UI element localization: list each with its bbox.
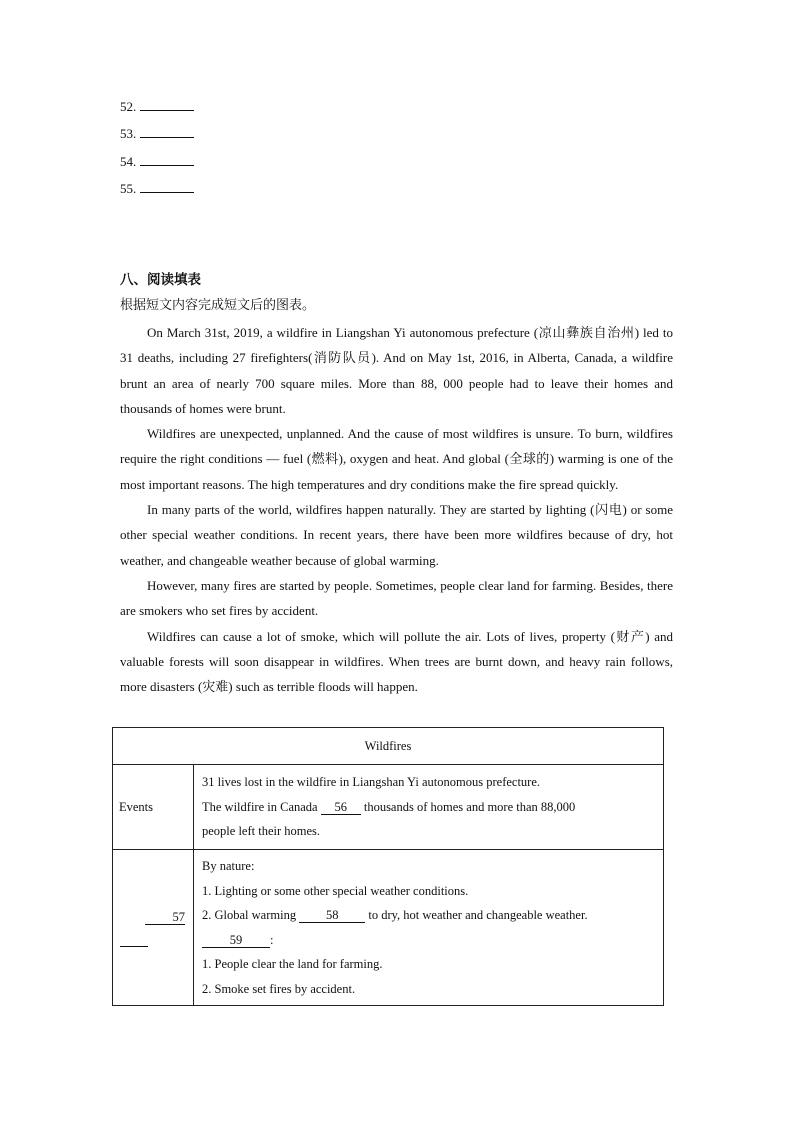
answer-line-52 <box>120 98 194 115</box>
colon: : <box>270 932 274 947</box>
wildfires-table <box>112 727 664 1006</box>
causes-label-cell <box>113 850 194 1006</box>
passage-paragraph: However, many fires are started by people. Sometimes, people clear land for farming. Besides, there are smokers who set fires by accident. <box>120 577 673 619</box>
nature-text: to dry, hot weather and changeable weather. <box>368 908 588 922</box>
reading-passage <box>120 320 673 699</box>
answer-blank[interactable] <box>140 153 194 166</box>
events-text: The wildfire in Canada <box>202 799 318 814</box>
blank-58[interactable]: 58 <box>299 908 365 923</box>
answer-blank[interactable] <box>140 180 194 193</box>
answer-line-54 <box>120 153 194 170</box>
section-title: 八、阅读填表 <box>120 272 201 288</box>
section-instruction: 根据短文内容完成短文后的图表。 <box>120 298 316 313</box>
answer-blank[interactable] <box>140 125 194 138</box>
people-item: 2. Smoke set fires by accident. <box>202 981 356 996</box>
passage-paragraph: On March 31st, 2019, a wildfire in Liangshan Yi autonomous prefecture (凉山彝族自治州) led to 31 deaths, including 27 firefighters(消防队员). And on May 1st, 2016, in Alberta, Canada, a wildfire brunt an area of nearly 700 square miles. More than 88, 000 people had to leave their homes and thousands of homes were brunt. <box>120 325 673 416</box>
blank-56[interactable]: 56 <box>321 800 361 815</box>
answer-number: 55. <box>120 181 137 196</box>
answer-number: 53. <box>120 126 137 141</box>
answer-line-55 <box>120 180 194 197</box>
events-line: 31 lives lost in the wildfire in Liangshan Yi autonomous prefecture. <box>202 775 541 790</box>
answer-blank[interactable] <box>140 98 194 111</box>
by-people-heading <box>202 928 655 953</box>
table-header: Wildfires <box>113 728 664 765</box>
nature-item: 1. Lighting or some other special weather conditions. <box>202 883 469 898</box>
passage-paragraph: Wildfires are unexpected, unplanned. And the cause of most wildfires is unsure. To burn, wildfires require the right conditions — fuel (燃料), oxygen and heat. And global (全球的) warming is one of the most important reasons. The high temperatures and dry conditions make the fire spread quickly. <box>120 426 673 492</box>
blank-59[interactable]: 59 <box>202 933 270 948</box>
blank-57[interactable]: 57 <box>145 910 185 925</box>
events-label: Events <box>113 765 194 850</box>
answer-line-53 <box>120 125 194 142</box>
events-cell <box>194 765 664 850</box>
passage-paragraph: In many parts of the world, wildfires happen naturally. They are started by lighting (闪电) or some other special weather conditions. In recent years, there have been more wildfires because of dry, hot weather, and changeable weather because of global warming. <box>120 502 673 568</box>
blank-57-underline <box>120 946 148 947</box>
answer-number: 54. <box>120 154 137 169</box>
events-line: people left their homes. <box>202 824 321 839</box>
people-item: 1. People clear the land for farming. <box>202 957 383 971</box>
nature-text: 2. Global warming <box>202 908 297 922</box>
events-line <box>202 795 655 820</box>
answer-number: 52. <box>120 99 137 114</box>
events-text: thousands of homes and more than 88,000 <box>363 799 576 814</box>
nature-item <box>202 903 655 928</box>
causes-cell <box>194 850 664 1006</box>
passage-paragraph: Wildfires can cause a lot of smoke, which will pollute the air. Lots of lives, property (财产) and valuable forests will soon disappear in wildfires. When trees are burnt down, and heavy rain follows, more disasters (灾难) such as terrible floods will happen. <box>120 628 673 695</box>
by-nature-heading: By nature: <box>202 859 255 873</box>
